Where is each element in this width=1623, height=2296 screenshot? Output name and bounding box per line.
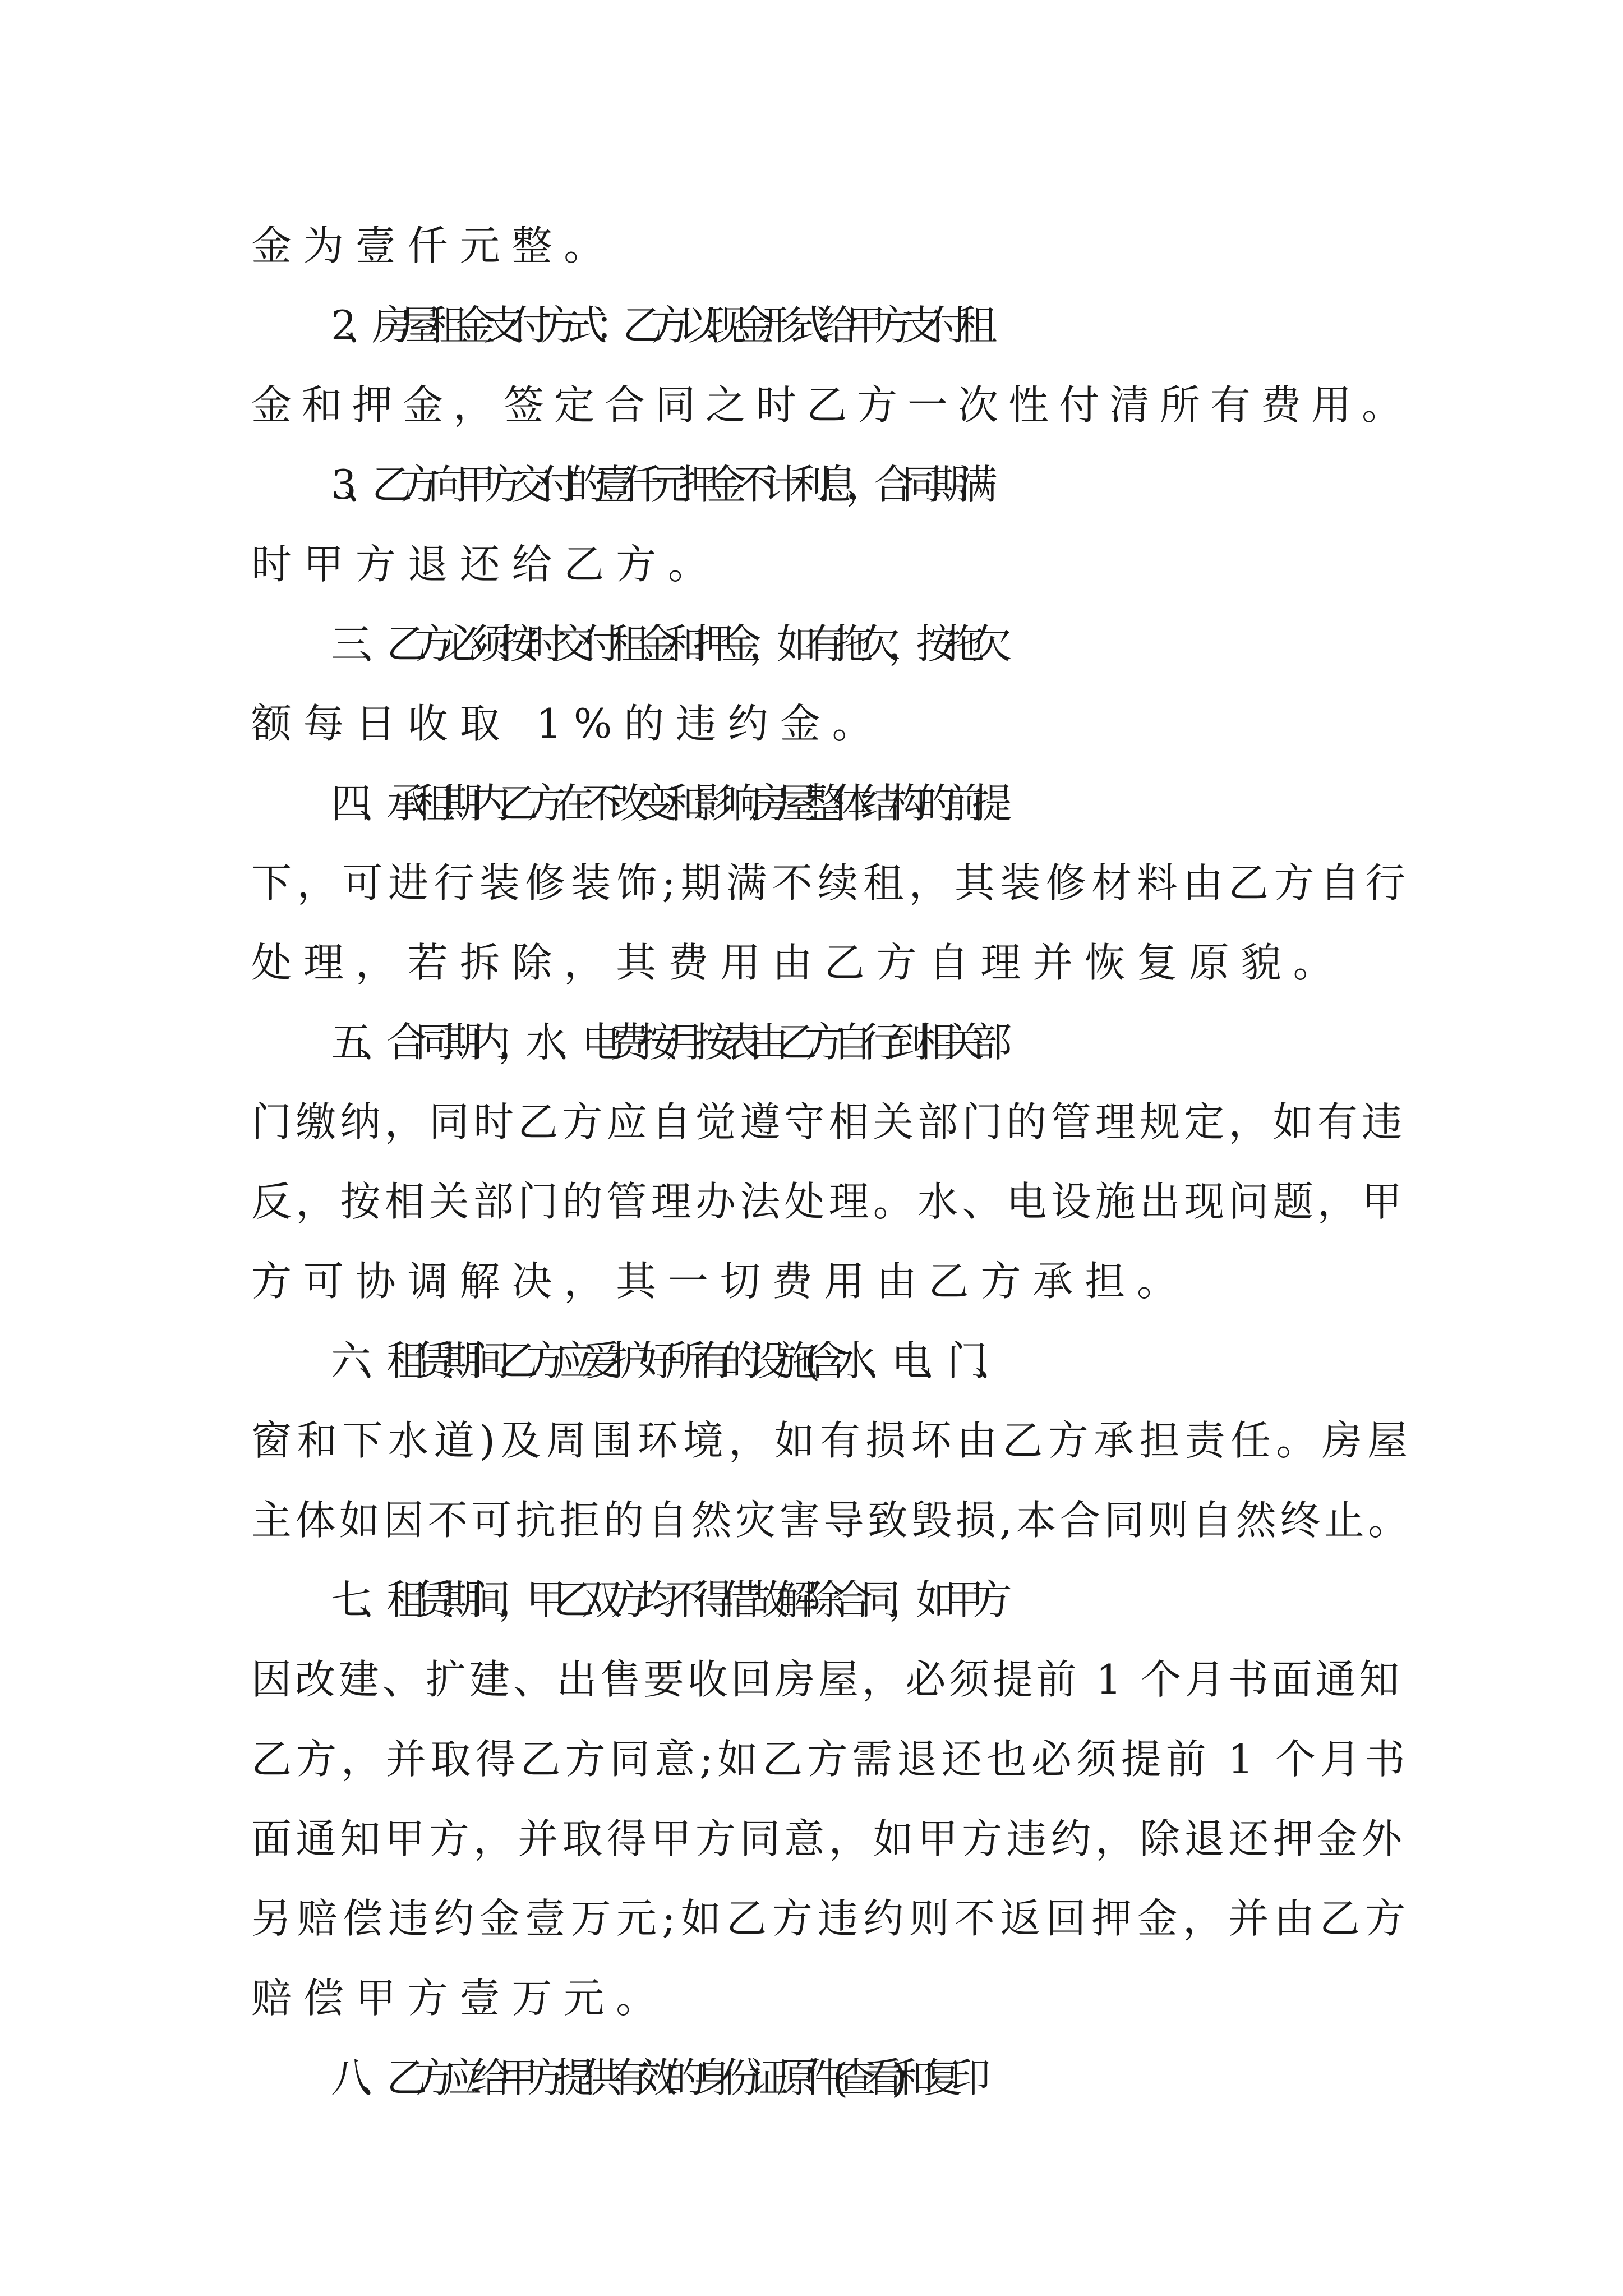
text-line-11: 五、合同期内，水、电费按月按表由乙方自行到相关部 — [331, 1019, 1000, 1066]
text-line-13: 反，按相关部门的管理办法处理。水、电设施出现问题，甲 — [251, 1178, 1407, 1225]
text-line-8: 四、承租期内乙方在不改变和影响房屋整体结构的前提 — [331, 780, 1000, 827]
text-line-18: 七、租赁期间，甲乙双方均不得借故解除合同，如甲方 — [331, 1576, 1000, 1623]
text-line-6: 三、乙方必须按时交付租金和押金，如有拖欠，按拖欠 — [331, 620, 1000, 668]
text-line-19: 因改建、扩建、出售要收回房屋，必须提前 1 个月书面通知 — [251, 1656, 1403, 1703]
text-line-16: 窗和下水道)及周围环境，如有损坏由乙方承担责任。房屋 — [251, 1417, 1413, 1464]
text-line-10: 处理，若拆除，其费用由乙方自理并恢复原貌。 — [251, 939, 1345, 986]
text-line-22: 另赔偿违约金壹万元;如乙方违约则不返回押金，并由乙方 — [251, 1895, 1411, 1942]
text-line-20: 乙方，并取得乙方同意;如乙方需退还也必须提前 1 个月书 — [251, 1736, 1410, 1783]
text-line-14: 方可协调解决，其一切费用由乙方承担。 — [251, 1258, 1189, 1305]
text-line-15: 六、租赁期间乙方应爱护好所有的设施(含水、电、门、 — [331, 1337, 1003, 1384]
text-line-1: 金为壹仟元整。 — [251, 222, 616, 269]
text-line-9: 下，可进行装修装饰;期满不续租，其装修材料由乙方自行 — [251, 859, 1411, 907]
text-line-21: 面通知甲方，并取得甲方同意，如甲方违约，除退还押金外 — [251, 1815, 1407, 1862]
text-line-2: 2、房屋租金支付方式：乙方以现金形式给甲方支付租 — [331, 302, 985, 349]
text-line-23: 赔偿甲方壹万元。 — [251, 1975, 668, 2022]
text-line-24: 八、乙方应给甲方提供有效的身份证原件(查看)和复印 — [331, 2054, 979, 2101]
text-line-5: 时甲方退还给乙方。 — [251, 541, 720, 588]
text-line-17: 主体如因不可抗拒的自然灾害导致毁损,本合同则自然终止。 — [251, 1497, 1412, 1544]
text-line-4: 3、乙方向甲方交付的壹仟元押金不计利息，合同期满 — [331, 461, 985, 508]
text-line-7: 额每日收取 1%的违约金。 — [251, 700, 884, 747]
text-line-3: 金和押金，签定合同之时乙方一次性付清所有费用。 — [251, 381, 1413, 429]
text-line-12: 门缴纳，同时乙方应自觉遵守相关部门的管理规定，如有违 — [251, 1098, 1407, 1145]
